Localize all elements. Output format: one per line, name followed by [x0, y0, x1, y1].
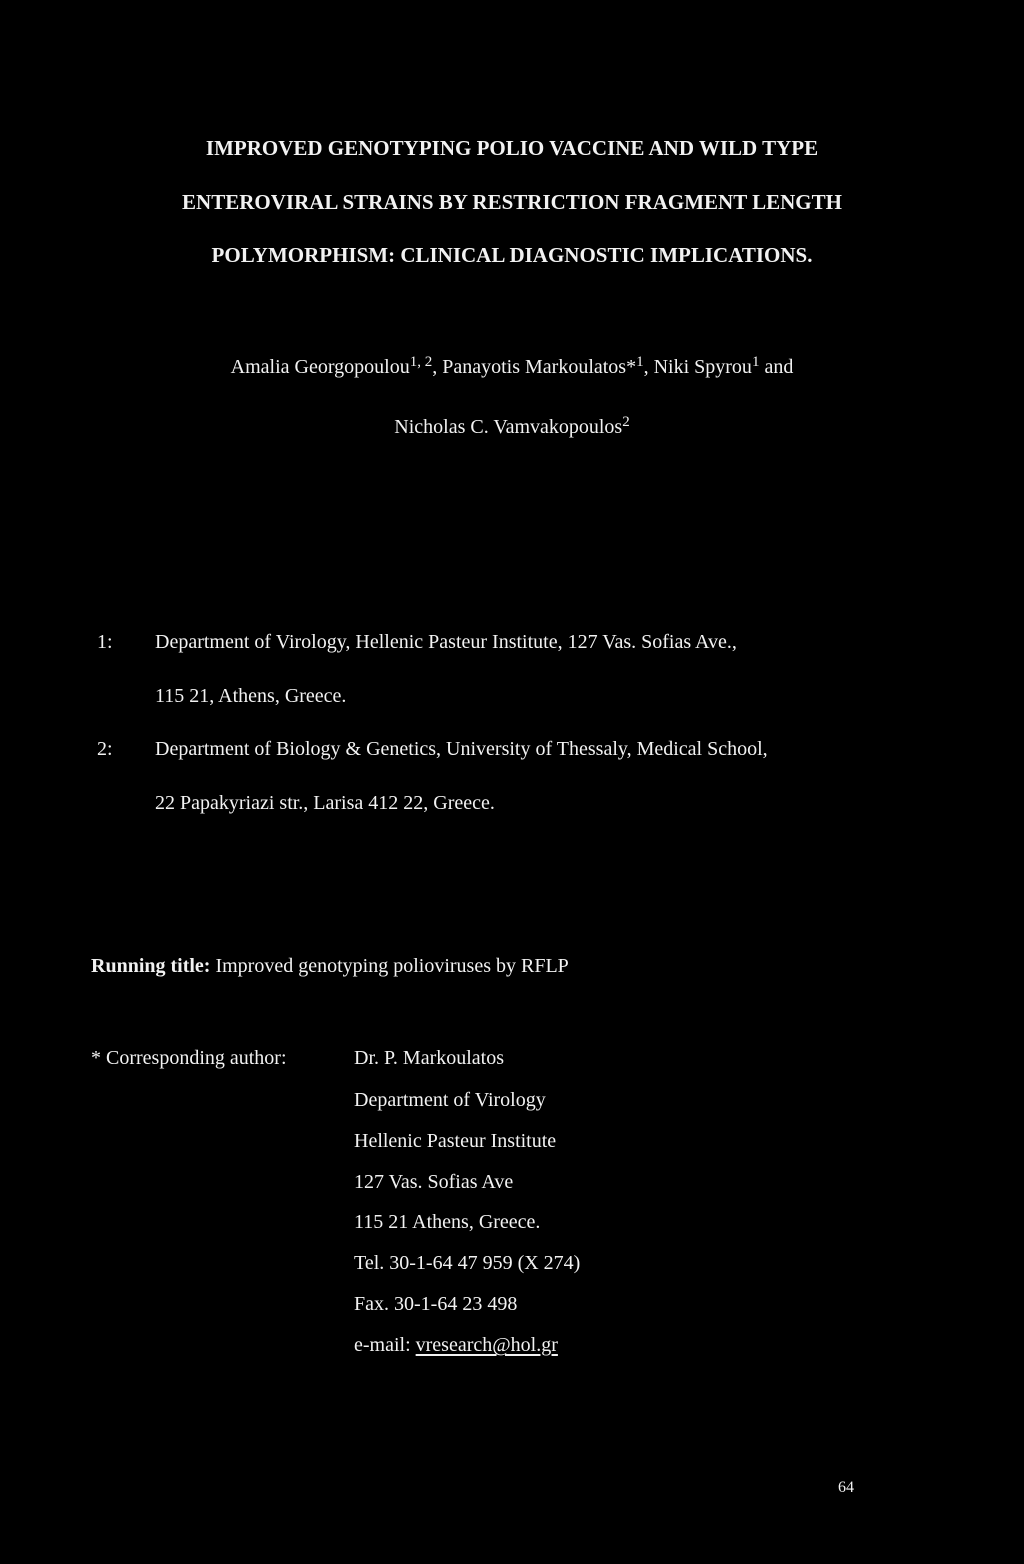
affiliation-line: Department of Virology, Hellenic Pasteur Institute, 127 Vas. Sofias Ave., — [155, 631, 737, 653]
corresponding-email-line — [354, 1333, 558, 1357]
corresponding-address-line: 127 Vas. Sofias Ave — [354, 1171, 514, 1193]
affiliation-line: Department of Biology & Genetics, University of Thessaly, Medical School, — [155, 738, 768, 760]
email-label: e-mail: — [354, 1334, 411, 1356]
author-name: Niki Spyrou — [653, 356, 752, 378]
title-line-1: IMPROVED GENOTYPING POLIO VACCINE AND WILD TYPE — [205, 136, 819, 160]
title-line-3: POLYMORPHISM: CLINICAL DIAGNOSTIC IMPLICATIONS. — [211, 243, 813, 267]
email-link[interactable]: vresearch@hol.gr — [415, 1334, 558, 1356]
affiliation-number: 1: — [97, 631, 113, 653]
author-affiliation-sup: 2 — [622, 414, 630, 430]
author-name: Nicholas C. Vamvakopoulos — [394, 416, 623, 438]
affiliation-line: 115 21, Athens, Greece. — [155, 685, 347, 707]
author-affiliation-sup: 1, 2 — [409, 354, 433, 370]
affiliation-number: 2: — [97, 738, 113, 760]
corresponding-author-name: Dr. P. Markoulatos — [354, 1047, 504, 1069]
author-affiliation-sup: 1 — [636, 354, 644, 370]
corresponding-author-label: * Corresponding author: — [91, 1047, 287, 1069]
corresponding-fax: Fax. 30-1-64 23 498 — [354, 1293, 518, 1315]
authors-line-1: Amalia Georgopoulou$^{1, 2}$, Panayotis Markoulatos*$^1$, Niki Spyrou$^1$ and — [230, 354, 794, 378]
title-line-2: ENTEROVIRAL STRAINS BY RESTRICTION FRAGMENT LENGTH — [182, 190, 842, 214]
affiliation-line: 22 Papakyriazi str., Larisa 412 22, Greece. — [155, 792, 495, 814]
running-title-label: Running title: — [91, 955, 211, 977]
corresponding-address-line: 115 21 Athens, Greece. — [354, 1211, 541, 1233]
running-title — [91, 954, 569, 978]
author-name: Amalia Georgopoulou — [230, 356, 410, 378]
author-conjunction: and — [764, 356, 794, 378]
running-title-text: Improved genotyping polioviruses by RFLP — [215, 955, 569, 977]
page-number: 64 — [838, 1479, 854, 1496]
author-name: Panayotis Markoulatos* — [442, 356, 637, 378]
corresponding-phone: Tel. 30-1-64 47 959 (X 274) — [354, 1252, 581, 1274]
corresponding-address-line: Hellenic Pasteur Institute — [354, 1130, 557, 1152]
author-affiliation-sup: 1 — [751, 354, 760, 370]
corresponding-address-line: Department of Virology — [354, 1089, 546, 1111]
authors-line-2 — [0, 415, 1024, 439]
